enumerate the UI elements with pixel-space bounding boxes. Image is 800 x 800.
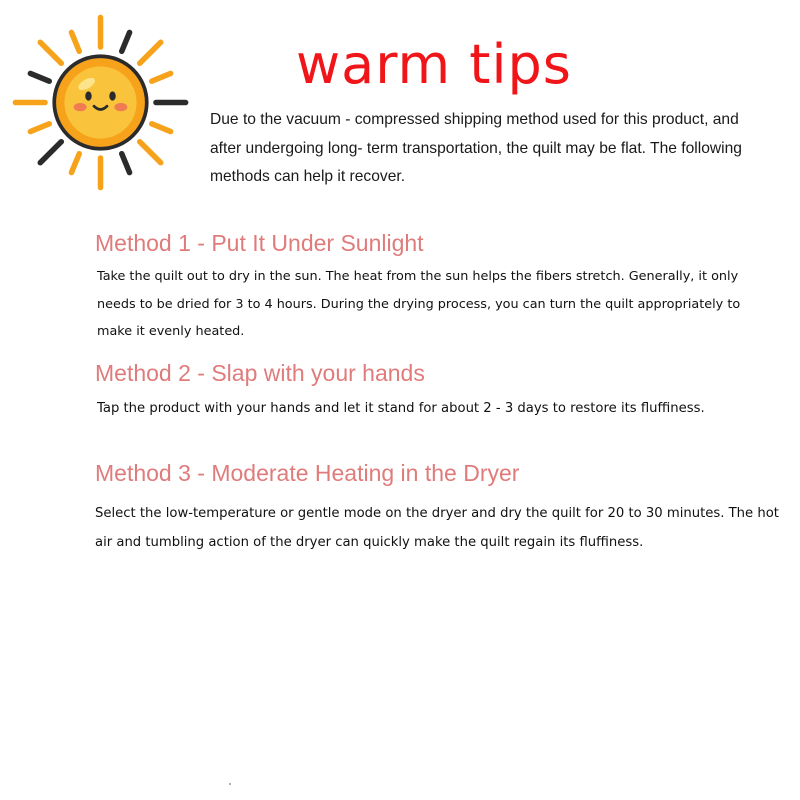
speck-mark — [228, 782, 232, 786]
sun-ray — [122, 32, 130, 51]
method-2-heading: Method 2 - Slap with your hands — [95, 360, 425, 386]
sun-ray — [40, 42, 61, 63]
sun-ray — [140, 142, 161, 163]
method-3-heading: Method 3 - Moderate Heating in the Dryer — [95, 460, 520, 486]
sun-ray — [122, 154, 130, 173]
sun-ray — [71, 154, 79, 173]
right-cheek — [114, 103, 127, 111]
page-title: warm tips — [296, 33, 572, 96]
sun-ray — [30, 73, 49, 81]
sun-ray — [140, 42, 161, 63]
intro-paragraph: Due to the vacuum - compressed shipping method used for this product, and after undergoing long- term transportation, the quilt may be flat. The following methods can help it recover. — [210, 111, 742, 185]
method-1-body: Take the quilt out to dry in the sun. The heat from the sun helps the fibers stretch. Generally, it only needs to be dried for 3 to 4 hours. During the drying process, you can turn the quilt appropriately to make it evenly heated. — [97, 269, 741, 339]
sun-ray — [30, 124, 49, 132]
right-eye — [109, 91, 115, 100]
left-cheek — [74, 103, 87, 111]
method-3-body: Select the low-temperature or gentle mode on the dryer and dry the quilt for 20 to 30 minutes. The hot air and tumbling action of the dryer can quickly make the quilt regain its fluffiness. — [95, 506, 779, 550]
sun-face — [64, 66, 136, 138]
sun-ray — [152, 73, 171, 81]
sun-ray — [152, 124, 171, 132]
sun-ray — [71, 32, 79, 51]
method-2-body: Tap the product with your hands and let it stand for about 2 - 3 days to restore its fluffiness. — [97, 401, 705, 416]
method-1-heading: Method 1 - Put It Under Sunlight — [95, 230, 424, 256]
smiling-sun-icon — [8, 10, 193, 195]
sun-ray — [40, 142, 61, 163]
left-eye — [85, 91, 91, 100]
